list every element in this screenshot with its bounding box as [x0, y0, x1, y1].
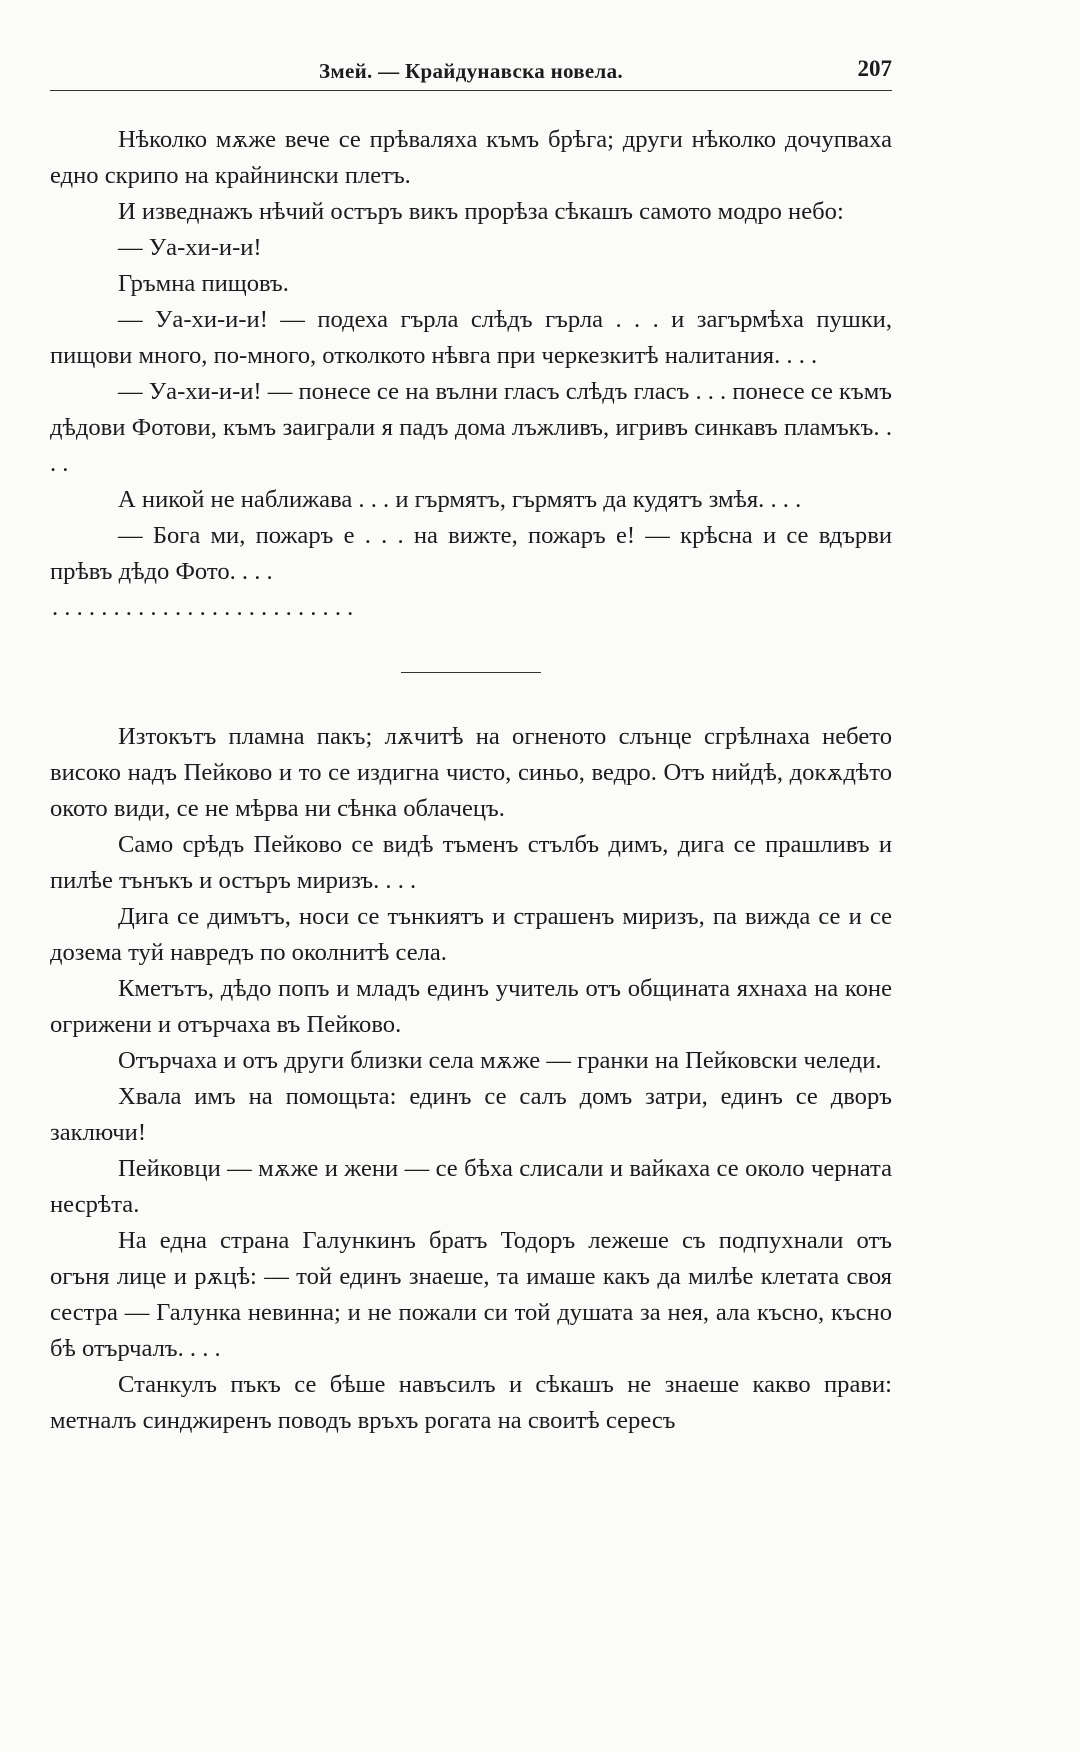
page-body: [50, 122, 892, 1439]
book-page: [50, 0, 892, 1752]
paragraph: Станкулъ пъкъ се бѣше навъсилъ и сѣкашъ не знаеше какво прави: метналъ синджиренъ поводъ връхъ рогата на своитѣ сересъ: [50, 1371, 892, 1434]
page-number: 207: [857, 56, 892, 81]
paragraph: — Уа-хи-и-и! — подеха гърла слѣдъ гърла . . . и загърмѣха пушки, пищови много, по-много, отколкото нѣвга при черкезкитѣ налитания. . . .: [50, 306, 892, 369]
paragraph: Отърчаха и отъ други близки села мѫже — гранки на Пейковски челеди.: [118, 1047, 882, 1074]
paragraph: — Уа-хи-и-и! — понесе се на вълни гласъ слѣдъ гласъ . . . понесе се къмъ дѣдови Фотови, къмъ заиграли я падъ дома лъжливъ, игривъ синкавъ пламъкъ. . . .: [50, 378, 892, 477]
running-title: Змей. — Крайдунавска новела.: [319, 58, 623, 83]
paragraph: Хвала имъ на помощьта: единъ се салъ домъ затри, единъ се дворъ заключи!: [50, 1083, 892, 1146]
paragraph: Пейковци — мѫже и жени — се бѣха слисали и вайкаха се около черната несрѣта.: [50, 1155, 892, 1218]
paragraph: — Уа-хи-и-и!: [118, 234, 262, 261]
paragraph: И изведнажъ нѣчий остъръ викъ прорѣза сѣкашъ самото модро небо:: [118, 198, 844, 225]
paragraph: Гръмна пищовъ.: [118, 270, 289, 297]
running-header: [50, 50, 892, 92]
paragraph: Само срѣдъ Пейково се видѣ тъменъ стълбъ димъ, дига се прашливъ и пилѣе тънъкъ и остъръ миризъ. . . .: [50, 831, 892, 894]
section-divider: [401, 672, 541, 673]
ellipsis-row: . . . . . . . . . . . . . . . . . . . . . . . . .: [52, 594, 354, 621]
paragraph: На една страна Галункинъ братъ Тодоръ лежеше съ подпухнали отъ огъня лице и рѫцѣ: — той единъ знаеше, та имаше какъ да милѣе клетата своя сестра — Галунка невинна; и не пожали си той душата за нея, ала късно, късно бѣ отърчалъ. . . .: [50, 1227, 892, 1362]
paragraph: Дига се димътъ, носи се тънкиятъ и страшенъ миризъ, па вижда се и се доземa туй навредъ по околнитѣ села.: [50, 903, 892, 966]
paragraph: А никой не наближава . . . и гърмятъ, гърмятъ да кудятъ змѣя. . . .: [118, 486, 802, 513]
paragraph: Кметътъ, дѣдо попъ и младъ единъ учитель отъ общината яхнаха на коне огрижени и отърчаха въ Пейково.: [50, 975, 892, 1038]
paragraph: Изтокътъ пламна пакъ; лѫчитѣ на огненото слънце сгрѣлнаха небето високо надъ Пейково и то се издигна чисто, синьо, ведро. Отъ нийдѣ, докѫдѣто окото види, се не мѣрва ни сѣнка облачецъ.: [50, 723, 892, 822]
header-rule: [50, 90, 892, 91]
paragraph: — Бога ми, пожаръ е . . . на вижте, пожаръ е! — крѣсна и се вдърви прѣвъ дѣдо Фото. . . .: [50, 522, 892, 585]
paragraph: Нѣколко мѫже вече се прѣваляха къмъ брѣга; други нѣколко дочупваха едно скрипо на крайнински плетъ.: [50, 126, 892, 189]
